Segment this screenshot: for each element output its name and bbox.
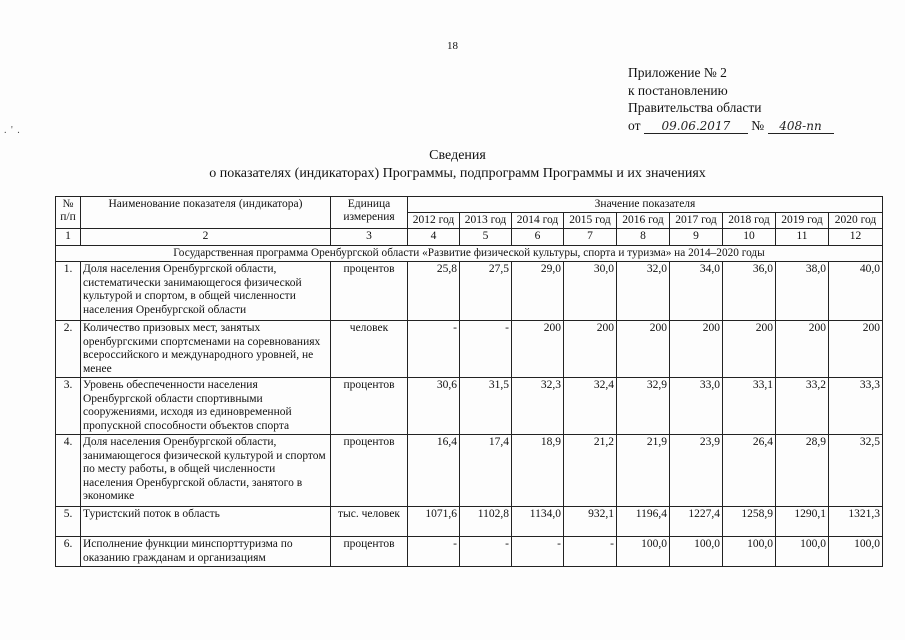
indicator-value: 1227,4 xyxy=(670,507,723,537)
indicator-value: 29,0 xyxy=(512,262,564,321)
header-name: Наименование показателя (индикатора) xyxy=(81,197,331,229)
document-title xyxy=(0,147,905,183)
header-year: 2012 год xyxy=(408,213,460,229)
col-number: 4 xyxy=(408,229,460,246)
indicator-value: 21,2 xyxy=(564,435,617,507)
indicator-name: Уровень обеспеченности населения Оренбургской области спортивными сооружениями, исходя из единовременной пропускной способности объектов спорта xyxy=(81,378,331,435)
indicator-value: 33,0 xyxy=(670,378,723,435)
indicator-name: Исполнение функции минспорттуризма по оказанию гражданам и организациям xyxy=(81,537,331,567)
row-number: 6. xyxy=(56,537,81,567)
indicator-value: 200 xyxy=(776,321,829,378)
col-number: 8 xyxy=(617,229,670,246)
indicator-value: 33,3 xyxy=(829,378,883,435)
col-number: 7 xyxy=(564,229,617,246)
indicator-value: 18,9 xyxy=(512,435,564,507)
appendix-line-1: Приложение № 2 xyxy=(628,65,727,80)
indicator-value: 34,0 xyxy=(670,262,723,321)
indicator-value: 932,1 xyxy=(564,507,617,537)
indicator-name: Количество призовых мест, занятых оренбургскими спортсменами на соревнованиях всероссийского и международного уровней, не менее xyxy=(81,321,331,378)
col-number: 9 xyxy=(670,229,723,246)
col-number: 11 xyxy=(776,229,829,246)
indicator-value: - xyxy=(460,537,512,567)
indicator-value: 30,0 xyxy=(564,262,617,321)
section-row xyxy=(56,245,883,262)
from-label: от xyxy=(628,117,641,133)
appendix-line-4 xyxy=(628,117,834,135)
row-number: 4. xyxy=(56,435,81,507)
col-number: 1 xyxy=(56,229,81,246)
row-number: 5. xyxy=(56,507,81,537)
handwritten-number: 408-пп xyxy=(768,120,834,134)
indicator-value: 32,0 xyxy=(617,262,670,321)
indicator-unit: тыс. человек xyxy=(331,507,408,537)
title-line-1: Сведения xyxy=(429,148,486,163)
header-unit: Единица измерения xyxy=(331,197,408,229)
row-number: 1. xyxy=(56,262,81,321)
table-row xyxy=(56,321,883,378)
indicator-value: 33,2 xyxy=(776,378,829,435)
indicator-value: 200 xyxy=(564,321,617,378)
header-year: 2015 год xyxy=(564,213,617,229)
indicator-value: 21,9 xyxy=(617,435,670,507)
table-row xyxy=(56,537,883,567)
indicator-value: 16,4 xyxy=(408,435,460,507)
indicator-value: - xyxy=(512,537,564,567)
indicator-value: 1258,9 xyxy=(723,507,776,537)
col-number: 10 xyxy=(723,229,776,246)
column-number-row xyxy=(56,229,883,246)
title-line-2: о показателях (индикаторах) Программы, подпрограмм Программы и их значениях xyxy=(209,166,706,181)
header-year: 2016 год xyxy=(617,213,670,229)
indicator-value: 17,4 xyxy=(460,435,512,507)
indicator-value: 38,0 xyxy=(776,262,829,321)
row-number: 2. xyxy=(56,321,81,378)
table-row xyxy=(56,262,883,321)
indicator-value: 32,3 xyxy=(512,378,564,435)
header-row-1 xyxy=(56,197,883,213)
indicator-value: 1071,6 xyxy=(408,507,460,537)
indicator-value: 33,1 xyxy=(723,378,776,435)
header-year: 2018 год xyxy=(723,213,776,229)
indicator-value: 100,0 xyxy=(723,537,776,567)
indicator-unit: процентов xyxy=(331,435,408,507)
indicator-unit: процентов xyxy=(331,378,408,435)
indicator-value: - xyxy=(564,537,617,567)
appendix-line-2: к постановлению xyxy=(628,82,728,98)
table-row xyxy=(56,435,883,507)
col-number: 2 xyxy=(81,229,331,246)
col-number: 5 xyxy=(460,229,512,246)
indicator-value: 28,9 xyxy=(776,435,829,507)
indicator-value: 200 xyxy=(670,321,723,378)
header-year: 2017 год xyxy=(670,213,723,229)
indicator-name: Доля населения Оренбургской области, систематически занимающегося физической культурой и спортом, в общей численности населения Оренбургской области xyxy=(81,262,331,321)
indicator-value: 32,9 xyxy=(617,378,670,435)
table-row xyxy=(56,507,883,537)
indicator-value: - xyxy=(408,537,460,567)
indicator-value: 26,4 xyxy=(723,435,776,507)
appendix-block xyxy=(628,64,834,134)
indicator-value: 100,0 xyxy=(829,537,883,567)
indicator-value: 32,5 xyxy=(829,435,883,507)
indicator-value: 1102,8 xyxy=(460,507,512,537)
indicator-value: - xyxy=(460,321,512,378)
header-value: Значение показателя xyxy=(408,197,883,213)
header-year: 2014 год xyxy=(512,213,564,229)
indicator-value: 1196,4 xyxy=(617,507,670,537)
table-row xyxy=(56,378,883,435)
col-number: 3 xyxy=(331,229,408,246)
indicator-value: 40,0 xyxy=(829,262,883,321)
indicator-unit: процентов xyxy=(331,262,408,321)
indicator-value: 25,8 xyxy=(408,262,460,321)
header-year: 2013 год xyxy=(460,213,512,229)
indicator-value: 30,6 xyxy=(408,378,460,435)
margin-marks: . ' . xyxy=(4,125,21,136)
indicator-name: Туристский поток в область xyxy=(81,507,331,537)
col-number: 12 xyxy=(829,229,883,246)
indicator-value: 100,0 xyxy=(617,537,670,567)
indicator-value: 23,9 xyxy=(670,435,723,507)
section-title: Государственная программа Оренбургской области «Развитие физической культуры, спорта и туризма» на 2014–2020 годы xyxy=(56,245,883,262)
number-label: № xyxy=(751,117,765,133)
indicator-value: 1321,3 xyxy=(829,507,883,537)
row-number: 3. xyxy=(56,378,81,435)
indicator-value: 200 xyxy=(723,321,776,378)
indicator-value: 200 xyxy=(617,321,670,378)
indicator-value: 200 xyxy=(829,321,883,378)
indicator-value: 1134,0 xyxy=(512,507,564,537)
indicator-value: 100,0 xyxy=(670,537,723,567)
indicator-value: 31,5 xyxy=(460,378,512,435)
indicator-value: 32,4 xyxy=(564,378,617,435)
data-rows xyxy=(56,262,883,567)
appendix-line-3: Правительства области xyxy=(628,100,762,115)
indicator-value: 200 xyxy=(512,321,564,378)
indicator-name: Доля населения Оренбургской области, занимающегося физической культурой и спортом по месту работы, в общей численности населения Оренбургской области, занятого в экономике xyxy=(81,435,331,507)
col-number: 6 xyxy=(512,229,564,246)
indicator-value: 1290,1 xyxy=(776,507,829,537)
indicator-unit: человек xyxy=(331,321,408,378)
indicator-value: 27,5 xyxy=(460,262,512,321)
page-number: 18 xyxy=(447,40,458,52)
indicator-unit: процентов xyxy=(331,537,408,567)
indicators-table xyxy=(55,196,883,567)
indicator-value: - xyxy=(408,321,460,378)
indicator-value: 100,0 xyxy=(776,537,829,567)
indicator-value: 36,0 xyxy=(723,262,776,321)
handwritten-date: 09.06.2017 xyxy=(644,120,748,134)
header-num: № п/п xyxy=(56,197,81,229)
header-year: 2020 год xyxy=(829,213,883,229)
header-year: 2019 год xyxy=(776,213,829,229)
